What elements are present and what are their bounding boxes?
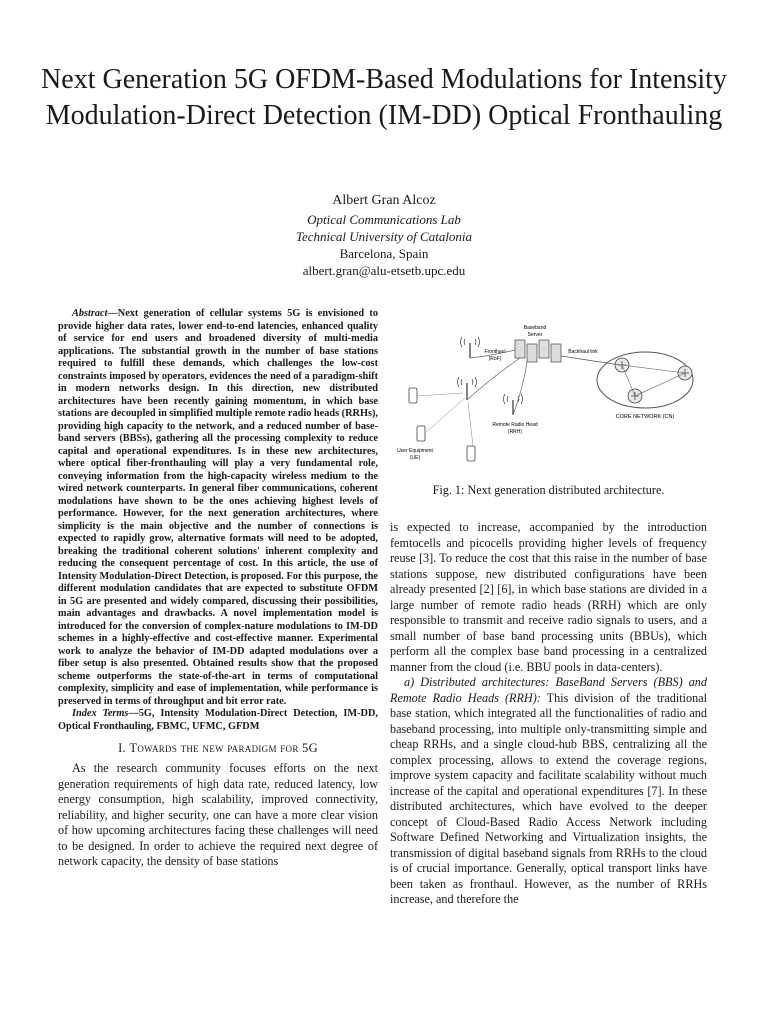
core-network-ellipse xyxy=(597,352,693,408)
author-email: albert.gran@alu-etsetb.upc.edu xyxy=(302,263,466,278)
fronthaul-label-2: (RoF) xyxy=(488,356,502,362)
abstract xyxy=(58,308,378,708)
right-paragraph-2 xyxy=(390,675,707,908)
core-network-label: CORE NETWORK (CN) xyxy=(615,414,675,420)
author-location: Barcelona, Spain xyxy=(339,246,429,261)
abstract-text: —Next generation of cellular systems 5G is envisioned to provide higher data rates, lower end-to-end latencies, enhanced quality of service for end users and broadened diversity of multi-media applications. The substantial growth in the number of base stations required to fulfill these demands, which challenges the low-cost constraints imposed by operators, evidences the need of a paradigm-shift in modern networks design. In this direction, new distributed architectures have been recently gaining momentum, in which base stations are decoupled in simplified multiple remote radio heads (RRHs), providing high capacity to the network, and a reduced number of base-band servers (BBSs), gathering all the processing complexity to reduce capital and operational expenditures. Is in these new architectures, where optical fiber-fronthauling will play a very fundamental role, conveying information from the high-capacity wireless medium to the wired network counterparts. In general fiber communications, coherent modulations have shown to be the ones achieving highest levels of performance. However, for the next generation architectures, where simplicity is the main objective and the number of connections is expected to rapidly grow, alternative formats will need to be adopted, breaking the traditional coherent solutions' inherent complexity and reducing the consequent percentage of cost. In this article, the use of Intensity Modulation-Direct Detection, is proposed. For this purpose, the different modulation candidates that are expected to substitute OFDM in 5G are presented and widely compared, discussing their possibilities, main advantages and drawbacks. A novel implementation model is introduced for the conversion of complex-nature modulations to IM-DD schemes in a highly-effective and cost-effective manner. Experimental work to analyze the behavior of IM-DD adapted modulations over a fiber setup is also presented. Obtained results show that the proposed scheme outperforms the state-of-the-art in terms of computational complexity, simplicity and ease of implementation, while performance is preserved in terms of throughput and bit error rate. xyxy=(58,308,378,707)
baseband-server-label-2: Server xyxy=(527,332,543,338)
rrh-label: Remote Radio Head xyxy=(492,422,538,428)
author-university: Technical University of Catalonia xyxy=(295,229,473,244)
architecture-figure xyxy=(395,318,715,478)
section1-paragraph: As the research community focuses efforts on the next generation requirements of high data rate, reduced latency, low energy consumption, high scalability, improved connectivity, reliability, and higher security, one can have a more clear vision of how upcoming architectures facing these challenges will need to be designed. In order to achieve the required next degree of network capacity, the density of base stations xyxy=(58,761,378,868)
ue-label: User Equipment xyxy=(397,448,433,454)
index-terms-label: Index Terms xyxy=(72,708,129,719)
author-lab: Optical Communications Lab xyxy=(307,212,461,227)
section-heading xyxy=(58,741,378,756)
antenna-icon xyxy=(457,377,476,400)
right-paragraph-1: is expected to increase, accompanied by the introduction femtocells and picocells providing higher levels of frequency reuse [3]. To reduce the cost that this raise in the number of base stations suppose, new distributed configurations have been already presented [2] [6], in which base stations are divided in a large number of remote radio heads (RRH) which are only responsible to transmit and receive radio signals to users, and a small number of base band processing units (BBUs), which perform all the complex base band processing in a centralized manner from the cloud (i.e. BBU pools in data-centers). xyxy=(390,520,707,674)
paragraph-heading: a) Distributed architectures: BaseBand Servers (BBS) and Remote Radio Heads (RRH): xyxy=(390,675,707,705)
server-icon xyxy=(515,340,561,362)
right-paragraph-2-text: This division of the traditional base station, which integrated all the functionalities of radio and baseband processing, into multiple only-transmitting simple and cheap RRHs, and a single cloud-hub BBS, centralizing all the complex processing, allows to extend the coverage regions, improve system capacity and facilitate scalability without much increase of the capital and operational expenditures [7]. In these distributed architectures, which have evolved to the deeper concept of Cloud-Based Radio Access Network including Software Defined Networking and Virtualization insights, the transmission of digital baseband signals from RRHs to the cloud is of crucial importance. Generally, optical transport links have been taken as fronthaul. However, as the number of RRHs increase, and therefore the xyxy=(390,690,707,906)
backhaul-label: Backhaul link xyxy=(568,349,598,355)
architecture-diagram xyxy=(395,318,715,478)
section-number: I. xyxy=(118,741,126,755)
fronthaul-label: Fronthaul xyxy=(484,349,506,355)
section-title: Towards the new paradigm for 5G xyxy=(129,741,318,755)
left-column xyxy=(58,308,378,870)
phone-icon xyxy=(467,446,475,461)
paper-title: Next Generation 5G OFDM-Based Modulations for Intensity Modulation-Direct Detection (IM-DD) Optical Fronthauling xyxy=(41,64,727,131)
right-column xyxy=(390,520,707,908)
ue-label-2: (UE) xyxy=(409,455,421,461)
abstract-label: Abstract xyxy=(72,308,108,319)
baseband-server-label: Baseband xyxy=(523,325,547,331)
author-block xyxy=(134,191,634,279)
index-terms-text: —5G, Intensity Modulation-Direct Detection, IM-DD, Optical Fronthauling, FBMC, UFMC, GFDM xyxy=(58,708,378,732)
rrh-label-2: (RRH) xyxy=(507,429,523,435)
phone-icon xyxy=(417,426,425,441)
phone-icon xyxy=(409,388,417,403)
index-terms xyxy=(58,708,378,733)
antenna-icon xyxy=(460,337,479,358)
author-name: Albert Gran Alcoz xyxy=(332,193,436,208)
figure-caption: Fig. 1: Next generation distributed architecture. xyxy=(432,483,665,497)
antenna-icon xyxy=(503,394,522,415)
